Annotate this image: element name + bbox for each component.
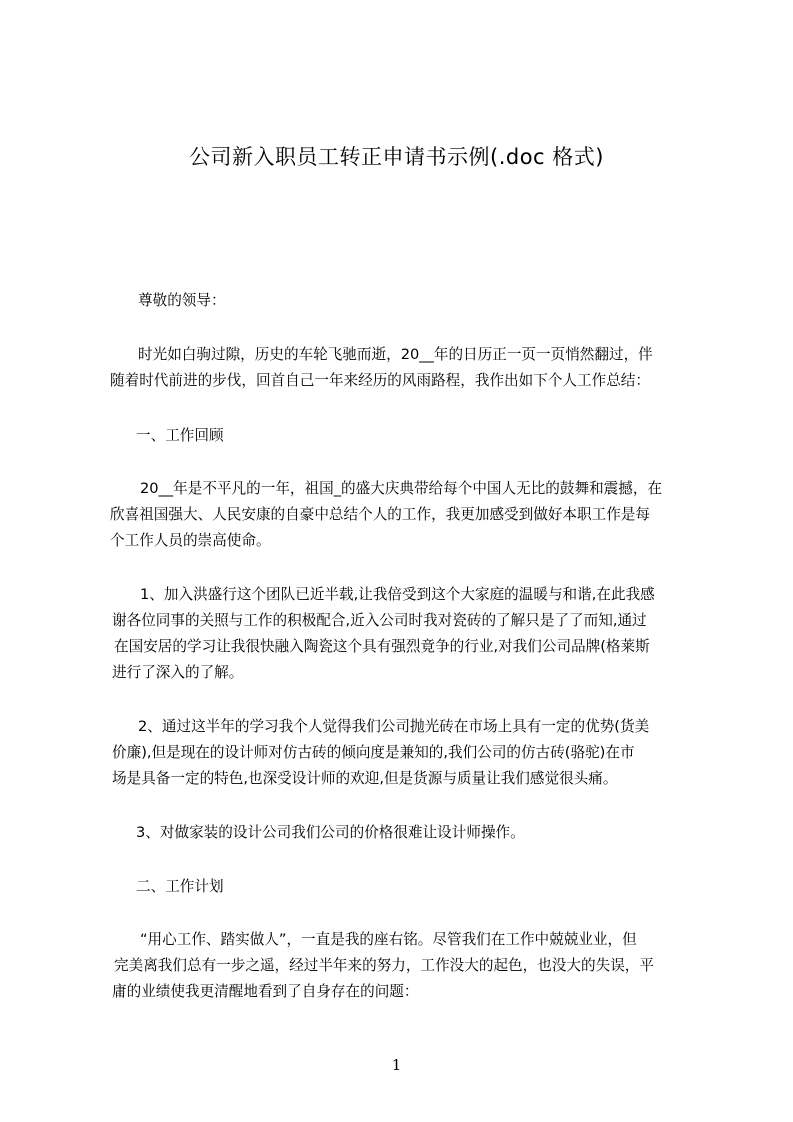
paragraph-line: 场是具备一定的特色,也深受设计师的欢迎,但是货源与质量让我们感觉很头痛。 xyxy=(112,770,618,787)
paragraph-line: 价廉),但是现在的设计师对仿古砖的倾向度是兼知的,我们公司的仿古砖(骆驼)在市 xyxy=(112,744,635,761)
intro-paragraph xyxy=(112,342,717,394)
plan-paragraph xyxy=(112,927,717,1005)
paragraph-line: 3、对做家装的设计公司我们公司的价格很难让设计师操作。 xyxy=(136,824,525,841)
review-item-1 xyxy=(112,582,717,686)
paragraph-line: 在国安居的学习让我很快融入陶瓷这个具有强烈竟争的行业,对我们公司品牌(格莱斯 xyxy=(114,638,650,655)
paragraph-line: 2、通过这半年的学习我个人觉得我们公司抛光砖在市场上具有一定的优势(货美 xyxy=(138,718,650,735)
review-paragraph xyxy=(112,476,717,554)
paragraph-line: 20__年是不平凡的一年，祖国_的盛大庆典带给每个中国人无比的鼓舞和震撼，在 xyxy=(140,480,663,497)
paragraph-line: 庸的业绩使我更清醒地看到了自身存在的问题： xyxy=(112,983,419,1000)
salutation-text: 尊敬的领导： xyxy=(138,292,226,309)
paragraph-line: 个工作人员的崇高使命。 xyxy=(110,532,271,549)
paragraph-line: 随着时代前进的步伐，回首自己一年来经历的风雨路程，我作出如下个人工作总结： xyxy=(110,372,650,389)
paragraph-line: 时光如白驹过隙，历史的车轮飞驰而逝，20__年的日历正一页一页悄然翻过，伴 xyxy=(138,346,653,363)
document-title: 公司新入职员工转正申请书示例(.doc 格式) xyxy=(189,145,604,169)
paragraph-line: 谢各位同事的关照与工作的积极配合,近入公司时我对瓷砖的了解只是了了而知,通过 xyxy=(112,612,647,629)
salutation xyxy=(112,288,717,314)
review-item-3 xyxy=(112,820,717,846)
review-item-2 xyxy=(112,714,717,792)
paragraph-line: 完美离我们总有一步之遥，经过半年来的努力，工作没大的起色，也没大的失误，平 xyxy=(114,957,654,974)
section-heading-review xyxy=(112,423,717,449)
section-heading-text: 二、工作计划 xyxy=(136,878,224,895)
paragraph-line: “用心工作、踏实做人”，一直是我的座右铭。尽管我们在工作中兢兢业业，但 xyxy=(140,931,637,948)
section-heading-text: 一、工作回顾 xyxy=(136,427,224,444)
paragraph-line: 欣喜祖国强大、人民安康的自豪中总结个人的工作，我更加感受到做好本职工作是每 xyxy=(110,506,650,523)
paragraph-line: 进行了深入的了解。 xyxy=(112,664,244,681)
paragraph-line: 1、加入洪盛行这个团队已近半载,让我倍受到这个大家庭的温暖与和谐,在此我感 xyxy=(140,586,655,603)
section-heading-plan xyxy=(112,874,717,900)
page-number: 1 xyxy=(391,1056,402,1074)
